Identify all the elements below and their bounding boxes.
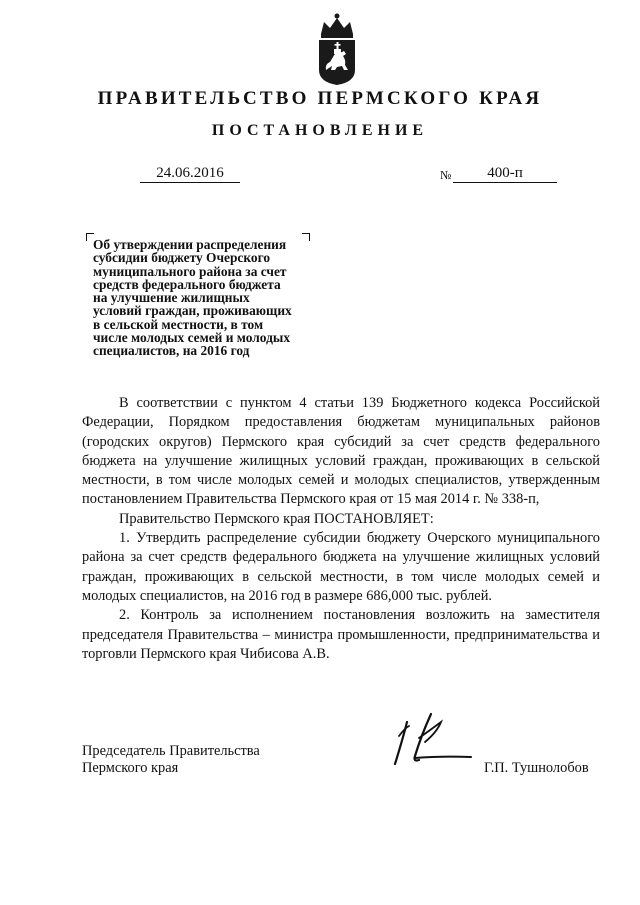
body-paragraph: 1. Утвердить распределение субсидии бюджету Очерского муниципального района за счет средств федерального бюджета на улучшение жилищных условий граждан, проживающих в сельской местности, в том числе молодых семей и молодых специалистов, на 2016 год в размере 686,000 тыс. рублей. [82, 530, 600, 604]
signer-name: Г.П. Тушнолобов [484, 760, 589, 776]
document-subject: Об утверждении распределения субсидии бюджету Очерского муниципального района за счет средств федерального бюджета на улучшение жилищных условий граждан, проживающих в сельской местности, в том числе молодых семей и молодых специалистов, на 2016 год [93, 237, 292, 359]
signer-position: Председатель Правительства Пермского края [82, 743, 260, 776]
document-date: 24.06.2016 [140, 164, 240, 183]
document-type: ПОСТАНОВЛЕНИЕ [211, 122, 429, 139]
government-title: ПРАВИТЕЛЬСТВО ПЕРМСКОГО КРАЯ [97, 88, 543, 109]
body-paragraph: В соответствии с пунктом 4 статьи 139 Бюджетного кодекса Российской Федерации, Порядком предоставления бюджетам муниципальных районов (городских округов) Пермского края субсидий за счет средств федерального бюджета на улучшение жилищных условий граждан, проживающих в сельской местности, в том числе молодых семей и молодых специалистов, утвержденным постановлением Правительства Пермского края от 15 мая 2014 г. № 338-п, [82, 395, 600, 508]
number-sign: № [440, 168, 452, 182]
body-paragraph: 2. Контроль за исполнением постановления возложить на заместителя председателя Правительства – министра промышленности, предпринимательства и торговли Пермского края Чибисова А.В. [82, 607, 600, 662]
body-paragraph: Правительство Пермского края ПОСТАНОВЛЯЕТ: [119, 510, 434, 527]
perm-krai-coat-of-arms-icon [313, 12, 361, 86]
document-number: 400-п [453, 164, 557, 183]
document-body [82, 394, 600, 664]
handwritten-signature [385, 708, 475, 772]
